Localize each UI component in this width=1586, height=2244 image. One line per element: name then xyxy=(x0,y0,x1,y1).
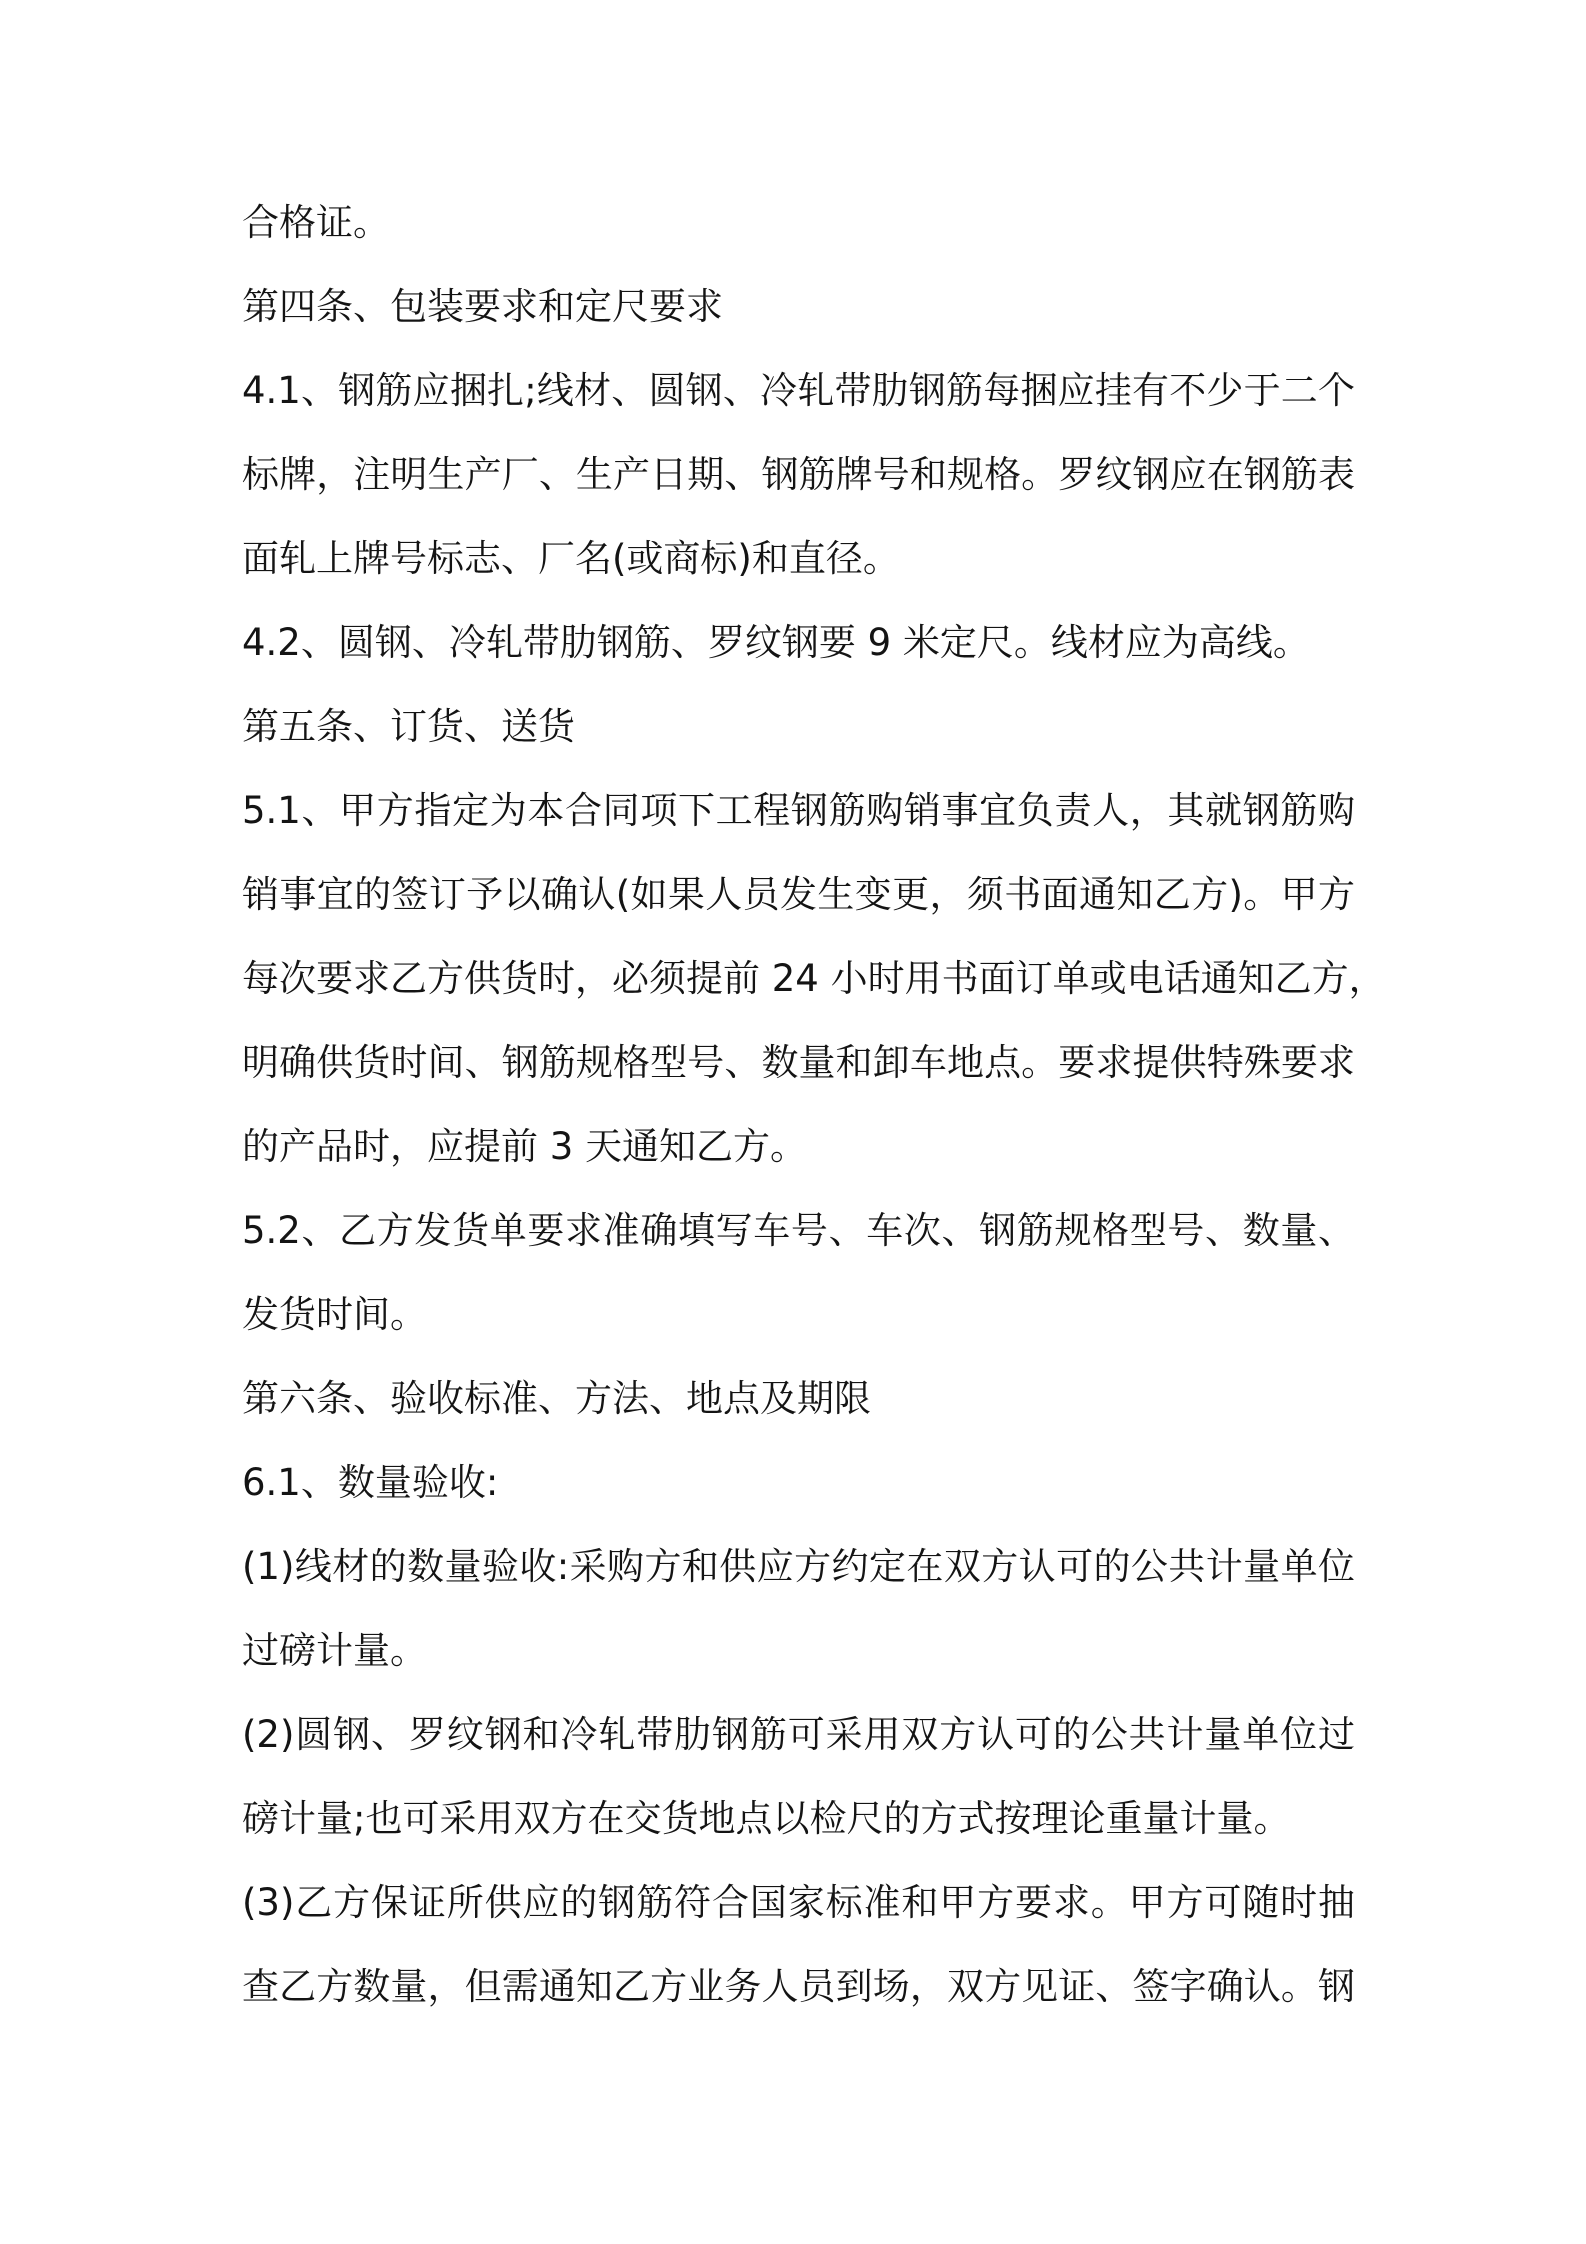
text-line: (2)圆钢、罗纹钢和冷轧带肋钢筋可采用双方认可的公共计量单位过 xyxy=(242,1713,1355,1756)
text-line: 发货时间。 xyxy=(242,1293,427,1336)
text-line: 4.2、圆钢、冷轧带肋钢筋、罗纹钢要 9 米定尺。线材应为高线。 xyxy=(242,621,1310,664)
text-line: 查乙方数量，但需通知乙方业务人员到场，双方见证、签字确认。钢 xyxy=(242,1965,1355,2008)
text-line: (1)线材的数量验收:采购方和供应方约定在双方认可的公共计量单位 xyxy=(242,1545,1355,1588)
text-line: (3)乙方保证所供应的钢筋符合国家标准和甲方要求。甲方可随时抽 xyxy=(242,1881,1355,1924)
text-line: 合格证。 xyxy=(242,201,390,244)
text-line: 6.1、数量验收: xyxy=(242,1461,499,1504)
text-line: 面轧上牌号标志、厂名(或商标)和直径。 xyxy=(242,537,900,580)
text-line: 5.2、乙方发货单要求准确填写车号、车次、钢筋规格型号、数量、 xyxy=(242,1209,1355,1252)
section-heading: 第四条、包装要求和定尺要求 xyxy=(242,285,723,328)
text-line: 4.1、钢筋应捆扎;线材、圆钢、冷轧带肋钢筋每捆应挂有不少于二个 xyxy=(242,369,1355,412)
text-line: 每次要求乙方供货时，必须提前 24 小时用书面订单或电话通知乙方， xyxy=(242,957,1386,1000)
text-line: 标牌，注明生产厂、生产日期、钢筋牌号和规格。罗纹钢应在钢筋表 xyxy=(242,453,1355,496)
text-line: 过磅计量。 xyxy=(242,1629,427,1672)
text-line: 磅计量;也可采用双方在交货地点以检尺的方式按理论重量计量。 xyxy=(242,1797,1291,1840)
text-line: 明确供货时间、钢筋规格型号、数量和卸车地点。要求提供特殊要求 xyxy=(242,1041,1355,1084)
text-line: 销事宜的签订予以确认(如果人员发生变更，须书面通知乙方)。甲方 xyxy=(242,873,1355,916)
section-heading: 第五条、订货、送货 xyxy=(242,705,575,748)
section-heading: 第六条、验收标准、方法、地点及期限 xyxy=(242,1377,871,1420)
text-line: 5.1、甲方指定为本合同项下工程钢筋购销事宜负责人，其就钢筋购 xyxy=(242,789,1355,832)
text-line: 的产品时，应提前 3 天通知乙方。 xyxy=(242,1125,808,1168)
